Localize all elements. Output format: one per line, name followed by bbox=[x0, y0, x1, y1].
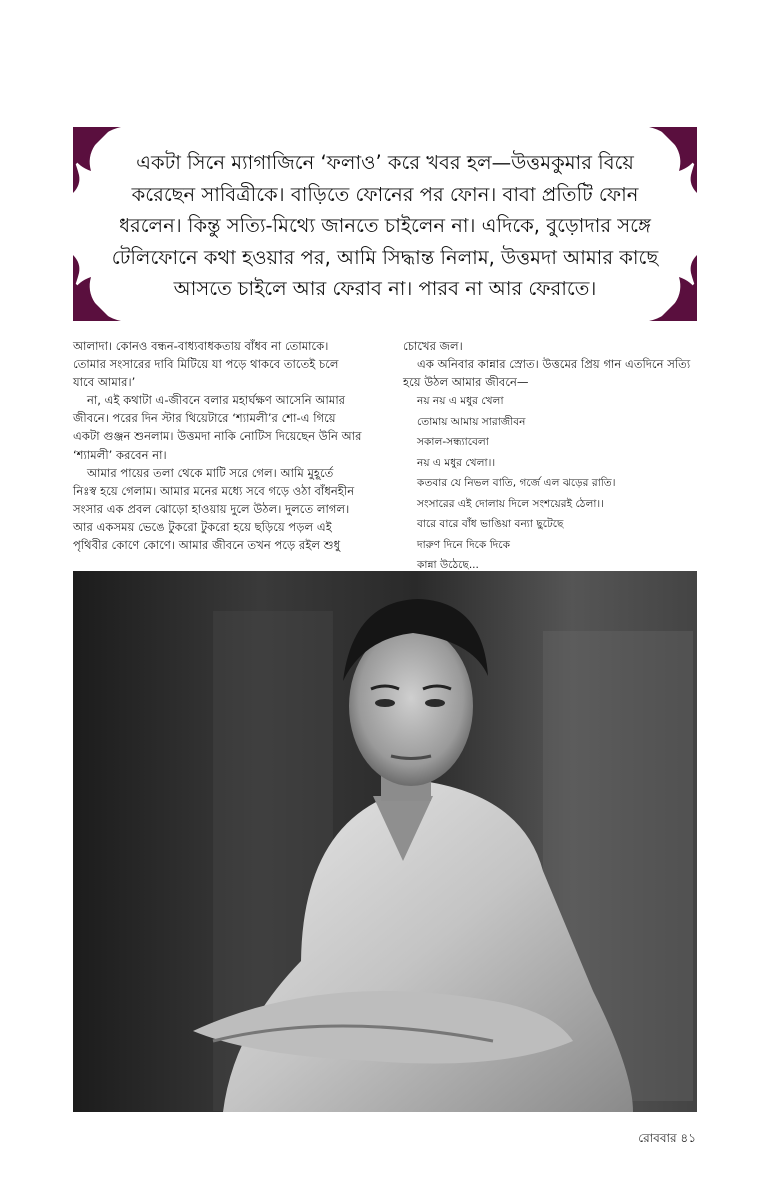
body-line: চোখের জল। bbox=[403, 339, 463, 353]
lyric-line: সংসারের এই দোলায় দিলে সংশয়েরই ঠেলা।। bbox=[417, 497, 604, 510]
body-line: নিঃস্ব হয়ে গেলাম। আমার মনের মধ্যে সবে গড়ে ওঠা বাঁধনহীন bbox=[73, 483, 355, 498]
song-lyrics bbox=[403, 391, 703, 576]
body-column-right bbox=[403, 337, 703, 576]
body-line: পৃথিবীর কোণে কোণে। আমার জীবনে তখন পড়ে রইল শুধু bbox=[73, 538, 341, 553]
body-line: না, এই কথাটা এ-জীবনে বলার মহার্ঘক্ষণ আসেনি আমার bbox=[87, 393, 346, 408]
body-line: হয়ে উঠল আমার জীবনে— bbox=[403, 375, 529, 390]
pull-quote-line: টেলিফোনে কথা হওয়ার পর, আমি সিদ্ধান্ত নিলাম, উত্তমদা আমার কাছে bbox=[111, 245, 659, 269]
body-line: এক অনিবার কান্নার স্রোত। উত্তমের প্রিয় গান এতদিনে সত্যি bbox=[417, 357, 691, 372]
lyric-line: দারুণ দিনে দিকে দিকে bbox=[417, 538, 510, 551]
body-line: তোমার সংসারের দাবি মিটিয়ে যা পড়ে থাকবে তাতেই চলে bbox=[73, 357, 339, 372]
lyric-line: তোমায় আমায় সারাজীবন bbox=[417, 415, 526, 428]
lyric-line: কান্না উঠেছে... bbox=[417, 559, 479, 572]
pull-quote-line: আসতে চাইলে আর ফেরাব না। পারব না আর ফেরাতে। bbox=[173, 277, 597, 300]
pull-quote-line: একটা সিনে ম্যাগাজিনে ‘ফলাও’ করে খবর হল—উত্তমকুমার বিয়ে bbox=[136, 151, 634, 174]
body-line: আমার পায়ের তলা থেকে মাটি সরে গেল। আমি মুহূর্তে bbox=[87, 465, 334, 480]
body-line: আর একসময় ভেঙে টুকরো টুকরো হয়ে ছড়িয়ে পড়ল এই bbox=[73, 519, 332, 534]
lyric-line: নয় নয় এ মধুর খেলা bbox=[417, 395, 504, 408]
lyric-line: কতবার যে নিভল বাতি, গর্জে এল ঝড়ের রাতি। bbox=[417, 477, 616, 490]
body-line: যাবে আমার।’ bbox=[73, 375, 136, 390]
body-line: আলাদা। কোনও বন্ধন-বাধ্যবাধকতায় বাঁধব না তোমাকে। bbox=[73, 339, 329, 353]
pull-quote-line: করেছেন সাবিত্রীকে। বাড়িতে ফোনের পর ফোন। বাবা প্রতিটি ফোন bbox=[131, 182, 639, 206]
body-line: ‘শ্যামলী’ করবেন না। bbox=[73, 447, 167, 462]
body-column-left bbox=[73, 337, 393, 554]
body-line: জীবনে। পরের দিন স্টার থিয়েটারে ‘শ্যামলী’র শো-এ গিয়ে bbox=[73, 411, 336, 426]
pull-quote-line: ধরলেন। কিন্তু সত্যি-মিথ্যে জানতে চাইলেন না। এদিকে, বুড়োদার সঙ্গে bbox=[119, 214, 651, 237]
lyric-line: সকাল-সন্ধ্যাবেলা bbox=[417, 436, 489, 449]
lyric-line: বারে বারে বাঁধ ভাঙিয়া বন্যা ছুটেছে bbox=[417, 518, 564, 531]
pull-quote-text bbox=[101, 147, 669, 305]
body-line: একটা গুঞ্জন শুনলাম। উত্তমদা নাকি নোটিস দিয়েছেন উনি আর bbox=[73, 429, 362, 444]
pull-quote bbox=[73, 127, 697, 321]
lyric-line: নয় এ মধুর খেলা।। bbox=[417, 456, 496, 469]
page-footer-label: রোববার ৪১ bbox=[638, 1131, 696, 1145]
body-line: সংসার এক প্রবল ঝোড়ো হাওয়ায় দুলে উঠল। দুলতে লাগল। bbox=[73, 501, 350, 516]
portrait-photo bbox=[73, 571, 697, 1112]
